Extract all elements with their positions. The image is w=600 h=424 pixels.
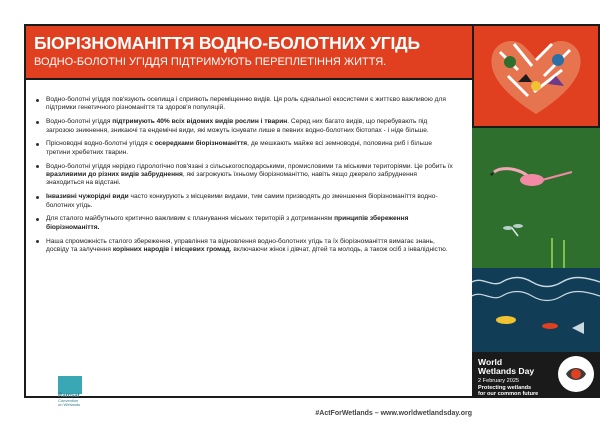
bullet-7-part-1: корінних народів і місцевих громад: [112, 246, 230, 254]
bullet-2-part-1: підтримують 40% всіх відомих видів рослин і тварин: [112, 118, 288, 126]
wwd-title-line1: World: [478, 357, 503, 367]
wwd-tagline: [478, 385, 538, 397]
wwd-date: 2 February 2025: [478, 378, 520, 384]
ramsar-text: [58, 394, 86, 408]
bullet-4-part-2: , які загрожують їхньому біорізноманіттю, навіть якщо джерело забруднення знаходиться на відстані.: [46, 171, 417, 187]
flamingo-icon: [472, 128, 600, 268]
bullet-2-part-2: . Серед них багато видів, що перебувають під загрозою зникнення, зникаючі та ендемічні види, які можуть існувати лише в певних водно-болотних біотопах - і ніде більше.: [46, 118, 429, 134]
page-subtitle: ВОДНО-БОЛОТНІ УГІДДЯ ПІДТРИМУЮТЬ ПЕРЕПЛЕТІННЯ ЖИТТЯ.: [34, 56, 387, 68]
world-wetlands-day-block: [472, 352, 600, 398]
ramsar-logo: [58, 376, 82, 394]
ramsar-line2: on Wetlands: [58, 402, 81, 408]
bullet-6-part-0: Для сталого майбутнього критично важливим є планування міських територій з дотриманням: [46, 215, 335, 223]
wwd-title-line2: Wetlands Day: [478, 366, 535, 376]
bullet-list: [34, 96, 454, 260]
ramsar-name: Ramsar: [58, 393, 81, 399]
bullet-5-part-0: Інвазивні чужорідні види: [46, 193, 129, 201]
wwd-tagline-line2: for our common future: [478, 391, 539, 397]
bullet-item-4: [34, 163, 454, 188]
wwd-title: [478, 358, 534, 376]
heart-icon: [474, 26, 598, 126]
bullet-4-part-1: вразливими до різних видів забруднення: [46, 171, 183, 179]
wwd-tagline-line1: Protecting wetlands: [478, 385, 532, 391]
ramsar-logo-block: [58, 376, 86, 422]
bullet-3-part-1: осередками біорізноманіття: [154, 140, 248, 148]
bullet-item-6: [34, 215, 454, 232]
bullet-3-part-0: Прісноводні водно-болотні угіддя є: [46, 140, 155, 148]
bullet-item-2: [34, 118, 454, 135]
bullet-item-5: [34, 193, 454, 210]
bullet-3-part-2: , де мешкають майже всі земноводні, половина риб і більше третини хребетних тварин.: [46, 140, 433, 156]
header-banner: [24, 24, 472, 80]
heart-artwork: [472, 24, 600, 128]
bullet-item-7: [34, 238, 454, 255]
water-artwork: [472, 268, 600, 352]
dragonfly-icon: [503, 224, 523, 236]
bullet-6-part-1: принципів збереження біорізноманіття.: [46, 215, 409, 231]
bullet-item-3: [34, 140, 454, 157]
footer-link[interactable]: #ActForWetlands – www.worldwetlandsday.org: [315, 410, 472, 417]
bullet-5-part-1: часто конкурують з місцевими видами, тим самим призводять до зменшення біорізноманіття водно-болотних угідь.: [46, 193, 438, 209]
bullet-item-1: [34, 96, 454, 113]
bullet-4-part-0: Водно-болотні угіддя нерідко гідрологічно пов'язані з сільськогосподарськими, промисловими та міськими територіями. Це робить їх: [46, 162, 453, 170]
bullet-7-part-2: , включаючи жінок і дівчат, дітей та молодь, а також осіб з інвалідністю.: [229, 246, 448, 254]
artwork-panel: [472, 24, 600, 398]
page-title: БІОРІЗНОМАНІТТЯ ВОДНО-БОЛОТНИХ УГІДЬ: [34, 33, 420, 53]
bullet-7-part-0: Наша спроможність сталого збереження, управління та відновлення водно-болотних угідь та їх біорізноманіття вимагає знань, досвіду та залучення: [46, 237, 435, 254]
bullet-1-part-0: Водно-болотні угіддя пов'язують оселища і сприяють переміщенню видів. Ця роль єднальної екосистеми є життєво важливою для підтримки генетичного різноманіття та здоров'я популяцій.: [46, 96, 446, 112]
green-wetland-artwork: [472, 128, 600, 268]
bullet-2-part-0: Водно-болотні угіддя: [46, 118, 113, 126]
fish-icon: [472, 268, 600, 352]
wwd-badge-icon: [558, 356, 594, 392]
ramsar-line1: Convention: [58, 397, 79, 403]
